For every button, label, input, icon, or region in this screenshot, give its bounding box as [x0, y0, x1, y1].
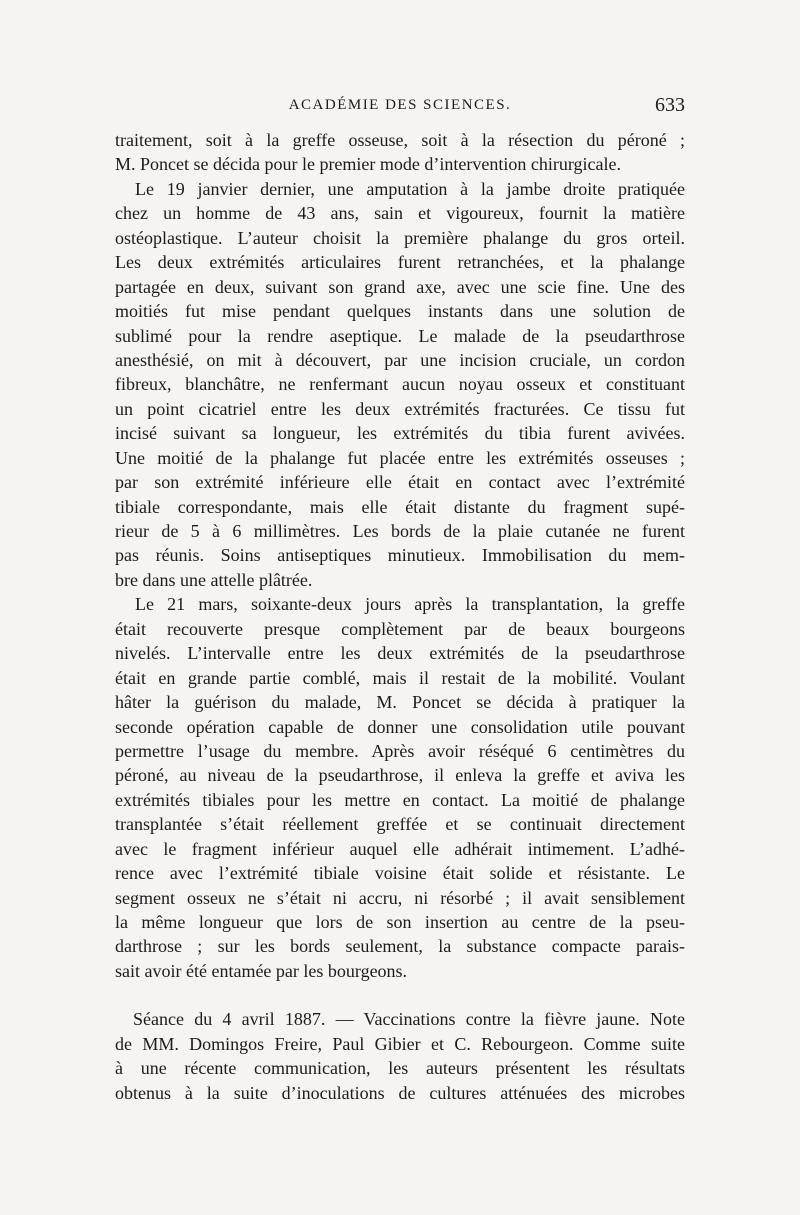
text-line: Les deux extrémités articulaires furent retranchées, et la phalange	[115, 252, 685, 273]
text-line: transplantée s’était réellement greffée et se continuait directement	[115, 814, 685, 835]
body-text	[115, 128, 685, 1105]
text-line: avec le fragment inférieur auquel elle adhérait intimement. L’adhé-	[115, 838, 685, 859]
text-line: était recouverte presque complètement par de beaux bourgeons	[115, 618, 685, 639]
text-line: par son extrémité inférieure elle était en contact avec l’extrémité	[115, 472, 685, 493]
text-line: pas réunis. Soins antiseptiques minutieux. Immobilisation du mem-	[115, 545, 685, 566]
text-line: rieur de 5 à 6 millimètres. Les bords de la plaie cutanée ne furent	[115, 521, 685, 541]
text-line: segment osseux ne s’était ni accru, ni résorbé ; il avait sensiblement	[115, 887, 685, 908]
section-gap	[115, 983, 685, 1007]
text-line: à une récente communication, les auteurs présentent les résultats	[115, 1058, 685, 1079]
text-line: un point cicatriel entre les deux extrémités fracturées. Ce tissu fut	[115, 398, 685, 419]
text-line: extrémités tibiales pour les mettre en contact. La moitié de phalange	[115, 789, 685, 810]
running-title: ACADÉMIE DES SCIENCES.	[288, 97, 512, 113]
text-line: traitement, soit à la greffe osseuse, soit à la résection du péroné ;	[115, 130, 685, 150]
running-head	[115, 94, 685, 121]
text-line: fibreux, blanchâtre, ne renfermant aucun noyau osseux et constituant	[115, 374, 685, 395]
paragraph	[115, 177, 685, 592]
text-line: chez un homme de 43 ans, sain et vigoureux, fournit la matière	[115, 203, 685, 224]
text-line: partagée en deux, suivant son grand axe, avec une scie fine. Une des	[115, 276, 685, 297]
text-line: la même longueur que lors de son insertion au centre de la pseu-	[115, 912, 685, 932]
text-line: péroné, au niveau de la pseudarthrose, il enleva la greffe et aviva les	[115, 765, 685, 786]
text-line: Le 21 mars, soixante-deux jours après la transplantation, la greffe	[135, 594, 685, 615]
text-line: M. Poncet se décida pour le premier mode d’intervention chirurgicale.	[115, 154, 621, 175]
text-line: de MM. Domingos Freire, Paul Gibier et C. Rebourgeon. Comme suite	[115, 1033, 685, 1054]
paragraph	[115, 128, 685, 177]
page-number: 633	[655, 94, 685, 116]
text-line: seconde opération capable de donner une consolidation utile pouvant	[115, 716, 685, 737]
text-line: Une moitié de la phalange fut placée entre les extrémités osseuses ;	[115, 447, 685, 468]
text-line: darthrose ; sur les bords seulement, la substance compacte parais-	[115, 936, 685, 957]
text-line: était en grande partie comblé, mais il restait de la mobilité. Voulant	[115, 667, 685, 688]
text-line: permettre l’usage du membre. Après avoir réséqué 6 centimètres du	[115, 740, 685, 761]
text-line: hâter la guérison du malade, M. Poncet se décida à pratiquer la	[115, 692, 685, 713]
text-line: tibiale correspondante, mais elle était distante du fragment supé-	[115, 496, 685, 517]
text-line: obtenus à la suite d’inoculations de cultures atténuées des microbes	[115, 1082, 685, 1103]
text-line: rence avec l’extrémité tibiale voisine était solide et résistante. Le	[115, 863, 685, 884]
text-line: bre dans une attelle plâtrée.	[115, 569, 313, 590]
text-line: nivelés. L’intervalle entre les deux extrémités de la pseudarthrose	[115, 643, 685, 664]
text-line: ostéoplastique. L’auteur choisit la première phalange du gros orteil.	[115, 227, 685, 248]
text-line: Le 19 janvier dernier, une amputation à la jambe droite pratiquée	[135, 178, 685, 199]
session-entry	[115, 1007, 685, 1105]
text-line: moitiés fut mise pendant quelques instants dans une solution de	[115, 301, 685, 322]
text-line: Séance du 4 avril 1887. — Vaccinations contre la fièvre jaune. Note	[133, 1009, 685, 1030]
text-line: sait avoir été entamée par les bourgeons.	[115, 960, 408, 981]
text-line: incisé suivant sa longueur, les extrémités du tibia furent avivées.	[115, 423, 685, 444]
text-line: anesthésié, on mit à découvert, par une incision cruciale, un cordon	[115, 349, 685, 370]
text-line: sublimé pour la rendre aseptique. Le malade de la pseudarthrose	[115, 325, 685, 346]
paragraph	[115, 592, 685, 983]
